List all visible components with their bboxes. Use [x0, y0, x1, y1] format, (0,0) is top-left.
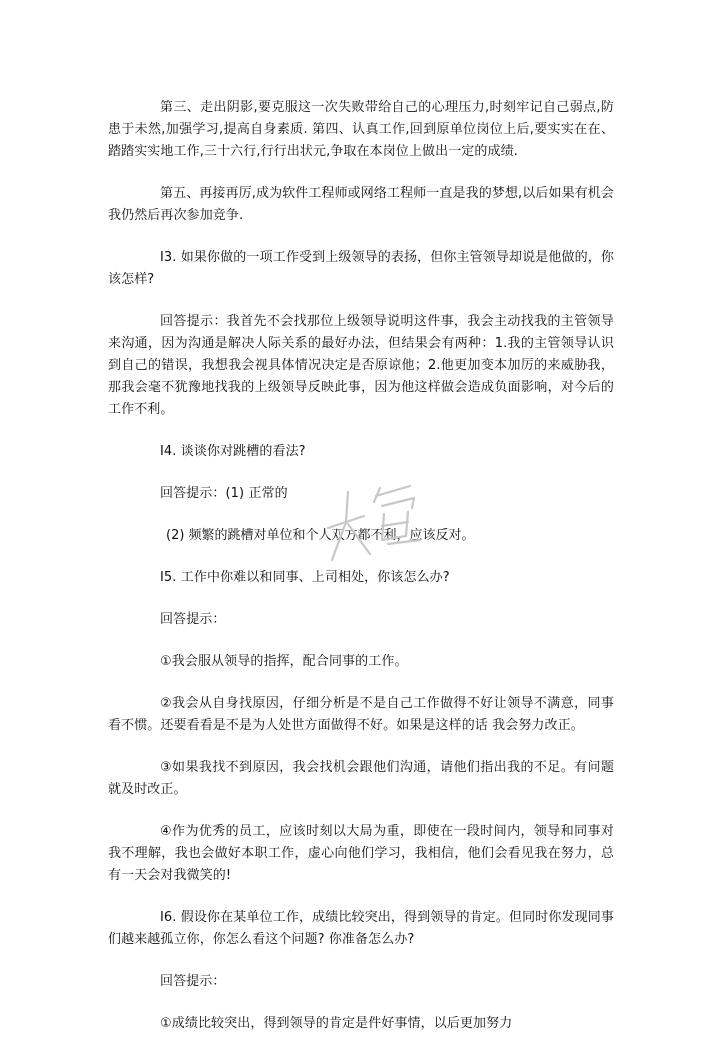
- answer-15-point-3: ③如果我找不到原因，我会找机会跟他们沟通，请他们指出我的不足。有问题就及时改正。: [108, 760, 614, 797]
- question-15: I5. 工作中你难以和同事、上司相处，你该怎么办?: [160, 570, 450, 585]
- answer-14-hint: 回答提示：(1) 正常的: [160, 486, 288, 501]
- answer-16-hint: 回答提示：: [160, 974, 226, 989]
- question-16: I6. 假设你在某单位工作，成绩比较突出，得到领导的肯定。但同时你发现同事们越来越孤立你，你怎么看这个问题? 你准备怎么办?: [108, 910, 614, 947]
- answer-15-point-2: ②我会从自身找原因，仔细分析是不是自己工作做得不好让领导不满意，同事看不惯。还要看看是不是为人处世方面做得不好。如果是这样的话 我会努力改正。: [108, 696, 614, 733]
- answer-16-point-1: ①成绩比较突出，得到领导的肯定是件好事情，以后更加努力: [160, 1016, 513, 1031]
- answer-15-point-1: ①我会服从领导的指挥，配合同事的工作。: [160, 654, 408, 669]
- paragraph-step-three-four: 第三、走出阴影,要克服这一次失败带给自己的心理压力,时刻牢记自己弱点,防患于未然,加强学习,提高自身素质. 第四、认真工作,回到原单位岗位上后,要实实在在、踏踏实实地工作,三十六行,行行出状元,争取在本岗位上做出一定的成绩.: [108, 100, 614, 159]
- answer-15-point-4: ④作为优秀的员工，应该时刻以大局为重，即使在一段时间内，领导和同事对我不理解，我也会做好本职工作，虚心向他们学习，我相信，他们会看见我在努力，总有一天会对我微笑的!: [108, 824, 614, 883]
- question-14: I4. 谈谈你对跳槽的看法?: [160, 444, 306, 459]
- answer-13: 回答提示：我首先不会找那位上级领导说明这件事，我会主动找我的主管领导来沟通，因为沟通是解决人际关系的最好办法，但结果会有两种：1.我的主管领导认识到自己的错误，我想我会视具体情况决定是否原谅他；2.他更加变本加厉的来威胁我，那我会毫不犹豫地找我的上级领导反映此事，因为他这样做会造成负面影响，对今后的工作不利。: [108, 314, 614, 417]
- answer-15-hint: 回答提示：: [160, 612, 226, 627]
- answer-14-point-2: (2) 频繁的跳槽对单位和个人双方都不利，应该反对。: [166, 528, 475, 543]
- document-body: [108, 97, 614, 1055]
- question-13: I3. 如果你做的一项工作受到上级领导的表扬，但你主管领导却说是他做的，你该怎样?: [108, 250, 614, 287]
- paragraph-step-five: 第五、再接再厉,成为软件工程师或网络工程师一直是我的梦想,以后如果有机会我仍然后再次参加竞争.: [108, 186, 614, 223]
